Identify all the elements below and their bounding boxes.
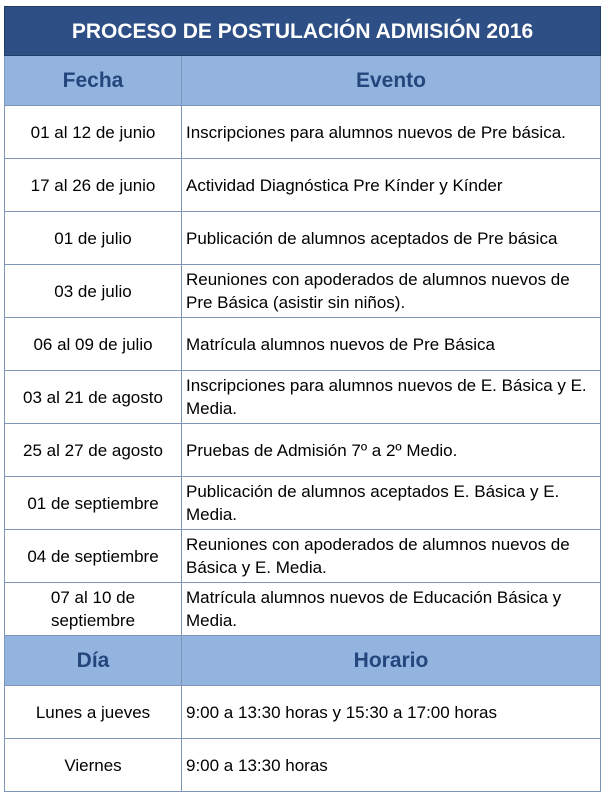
header-evento: Evento <box>182 56 601 106</box>
event-row <box>5 159 601 212</box>
event-row <box>5 583 601 636</box>
event-date: 25 al 27 de agosto <box>5 424 182 477</box>
event-date: 07 al 10 de septiembre <box>5 583 182 636</box>
schedule-row <box>5 739 601 792</box>
event-description: Reuniones con apoderados de alumnos nuevos de Básica y E. Media. <box>182 530 601 583</box>
schedule-hours: 9:00 a 13:30 horas y 15:30 a 17:00 horas <box>182 686 601 739</box>
event-description: Publicación de alumnos aceptados E. Básica y E. Media. <box>182 477 601 530</box>
event-row <box>5 106 601 159</box>
event-date: 03 al 21 de agosto <box>5 371 182 424</box>
event-date: 03 de julio <box>5 265 182 318</box>
event-row <box>5 212 601 265</box>
events-header-row <box>5 56 601 106</box>
event-date: 06 al 09 de julio <box>5 318 182 371</box>
event-description: Matrícula alumnos nuevos de Pre Básica <box>182 318 601 371</box>
event-row <box>5 371 601 424</box>
event-description: Matrícula alumnos nuevos de Educación Básica y Media. <box>182 583 601 636</box>
event-description: Pruebas de Admisión 7º a 2º Medio. <box>182 424 601 477</box>
event-row <box>5 265 601 318</box>
event-date: 17 al 26 de junio <box>5 159 182 212</box>
event-row <box>5 424 601 477</box>
header-horario: Horario <box>182 636 601 686</box>
title-row <box>5 7 601 56</box>
admission-process-table <box>4 6 601 792</box>
event-description: Inscripciones para alumnos nuevos de E. Básica y E. Media. <box>182 371 601 424</box>
event-row <box>5 477 601 530</box>
schedule-row <box>5 686 601 739</box>
event-date: 01 de julio <box>5 212 182 265</box>
event-row <box>5 530 601 583</box>
event-date: 01 al 12 de junio <box>5 106 182 159</box>
table-title: PROCESO DE POSTULACIÓN ADMISIÓN 2016 <box>5 7 601 56</box>
event-row <box>5 318 601 371</box>
header-fecha: Fecha <box>5 56 182 106</box>
event-description: Inscripciones para alumnos nuevos de Pre básica. <box>182 106 601 159</box>
schedule-day: Lunes a jueves <box>5 686 182 739</box>
event-description: Actividad Diagnóstica Pre Kínder y Kínder <box>182 159 601 212</box>
event-date: 01 de septiembre <box>5 477 182 530</box>
event-date: 04 de septiembre <box>5 530 182 583</box>
schedule-day: Viernes <box>5 739 182 792</box>
header-dia: Día <box>5 636 182 686</box>
schedule-hours: 9:00 a 13:30 horas <box>182 739 601 792</box>
event-description: Publicación de alumnos aceptados de Pre básica <box>182 212 601 265</box>
event-description: Reuniones con apoderados de alumnos nuevos de Pre Básica (asistir sin niños). <box>182 265 601 318</box>
schedule-header-row <box>5 636 601 686</box>
